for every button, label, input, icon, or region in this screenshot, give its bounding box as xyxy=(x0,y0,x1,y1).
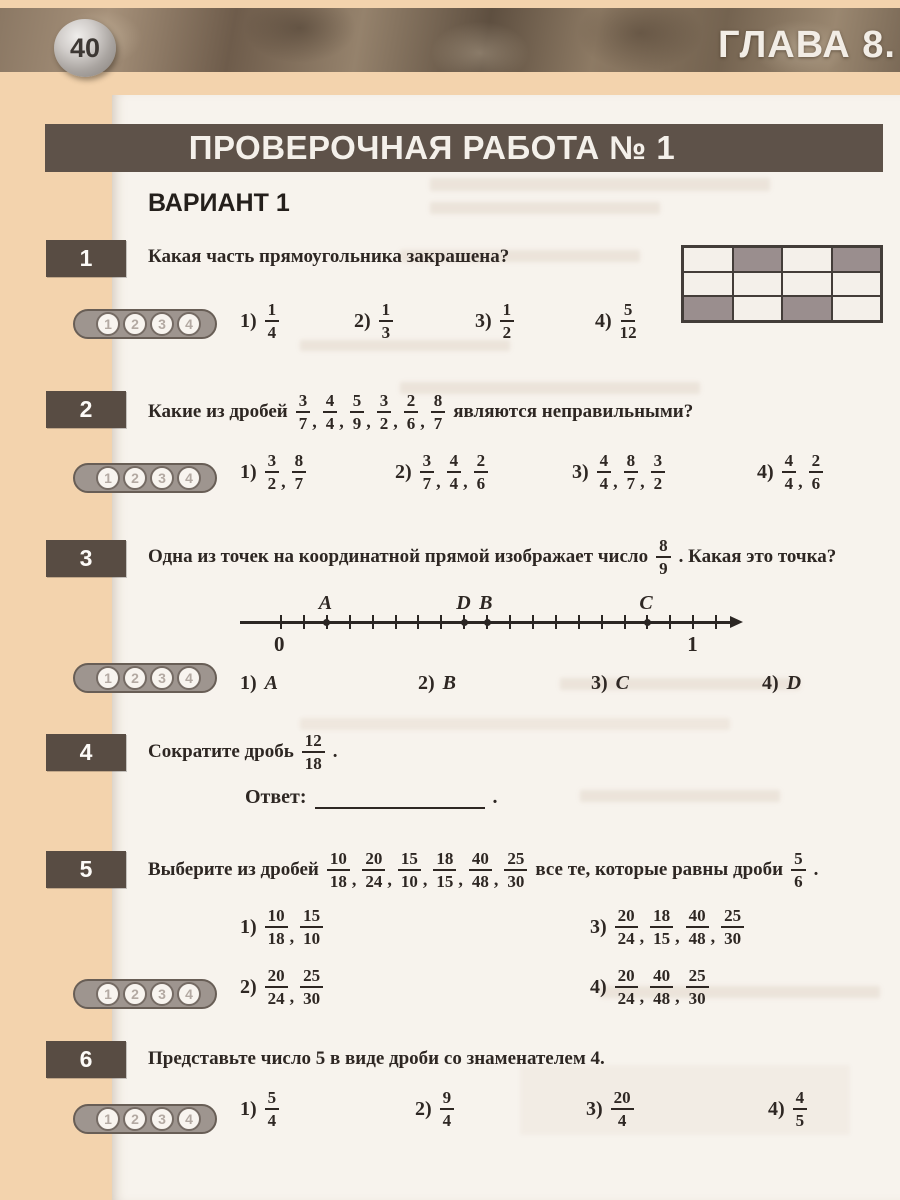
point-label: B xyxy=(479,592,493,614)
q3-option-1 xyxy=(240,672,278,695)
one-label: 1 xyxy=(687,632,698,656)
comma: , xyxy=(312,410,317,431)
grid-cell xyxy=(782,296,832,321)
point-dot xyxy=(644,619,651,626)
fraction: $\frac{12}{18}$ xyxy=(302,731,325,773)
comma: , xyxy=(393,410,398,431)
fraction-list xyxy=(265,906,324,948)
comma: , xyxy=(458,868,463,889)
point-letter: C xyxy=(615,672,630,694)
point-letter: D xyxy=(786,672,802,694)
tick-mark xyxy=(601,615,603,629)
fraction: $\frac{8}{7}$ xyxy=(431,391,446,433)
question-5-text xyxy=(148,849,818,891)
comma: , xyxy=(675,925,680,946)
q3-option-3 xyxy=(591,672,629,695)
tick-mark xyxy=(715,615,717,629)
answer-bubbles xyxy=(73,463,217,493)
bubble-option[interactable]: 1 xyxy=(96,982,120,1006)
page-number: 40 xyxy=(69,32,101,63)
fraction: $\frac{10}{18}$ xyxy=(327,849,350,891)
fraction: $\frac{8}{9}$ xyxy=(656,536,671,578)
option-label: 1) xyxy=(240,460,257,483)
question-text-part: Выберите из дробей xyxy=(148,859,319,881)
bubble-option[interactable]: 1 xyxy=(96,1107,120,1131)
fraction: $\frac{4}{5}$ xyxy=(793,1088,808,1130)
fraction-list xyxy=(615,906,745,948)
comma: , xyxy=(639,985,645,1006)
bubble-option[interactable]: 3 xyxy=(150,666,174,690)
fraction: $\frac{3}{7}$ xyxy=(296,391,311,433)
comma: , xyxy=(463,470,468,491)
answer-bubbles xyxy=(73,1104,217,1134)
fraction: $\frac{3}{2}$ xyxy=(651,451,666,493)
bleed-through xyxy=(300,718,730,730)
grid-cell xyxy=(782,247,832,272)
test-title-banner xyxy=(45,124,883,172)
option-label: 4) xyxy=(590,975,607,998)
fraction: $\frac{15}{10}$ xyxy=(398,849,421,891)
question-text-part: Сократите дробь xyxy=(148,741,294,763)
bubble-option[interactable]: 1 xyxy=(96,666,120,690)
point-label: C xyxy=(639,592,653,614)
fraction-list xyxy=(296,391,446,433)
question-3-number: 3 xyxy=(46,540,126,577)
q3-option-2 xyxy=(418,672,456,695)
variant-label: ВАРИАНТ 1 xyxy=(148,189,290,217)
fraction: $\frac{4}{4}$ xyxy=(597,451,612,493)
comma: , xyxy=(420,410,425,431)
fraction: $\frac{3}{2}$ xyxy=(377,391,392,433)
answer-blank[interactable] xyxy=(315,791,485,809)
tick-mark xyxy=(578,615,580,629)
question-text-part: Какие из дробей xyxy=(148,401,288,423)
fraction: $\frac{4}{4}$ xyxy=(782,451,797,493)
option-label: 2) xyxy=(418,672,435,694)
answer-bubbles xyxy=(73,979,217,1009)
fraction: $\frac{2}{6}$ xyxy=(474,451,489,493)
option-label: 1) xyxy=(240,672,257,694)
grid-cell xyxy=(832,247,882,272)
bubble-option[interactable]: 2 xyxy=(123,1107,147,1131)
fraction-list xyxy=(327,849,528,891)
comma: , xyxy=(289,985,295,1006)
option-label: 2) xyxy=(240,975,257,998)
bubble-option[interactable]: 4 xyxy=(177,466,201,490)
tick-mark xyxy=(280,615,282,629)
bubble-option[interactable]: 2 xyxy=(123,466,147,490)
option-label: 2) xyxy=(354,309,371,332)
q1-option-3 xyxy=(475,300,514,342)
fraction: $\frac{25}{30}$ xyxy=(300,966,323,1008)
fraction-list xyxy=(597,451,666,493)
fraction: $\frac{25}{30}$ xyxy=(721,906,744,948)
bubble-option[interactable]: 2 xyxy=(123,312,147,336)
fraction: $\frac{3}{7}$ xyxy=(420,451,435,493)
comma: , xyxy=(281,470,286,491)
answer-row xyxy=(245,786,498,809)
option-label: 2) xyxy=(415,1097,432,1120)
bubble-option[interactable]: 1 xyxy=(96,466,120,490)
zero-label: 0 xyxy=(274,632,285,656)
tick-mark xyxy=(372,615,374,629)
comma: , xyxy=(710,925,716,946)
q2-option-3 xyxy=(572,451,665,493)
option-label: 4) xyxy=(757,460,774,483)
q1-option-1 xyxy=(240,300,279,342)
comma: , xyxy=(493,868,499,889)
comma: , xyxy=(798,470,803,491)
tick-mark xyxy=(349,615,351,629)
answer-bubbles xyxy=(73,309,217,339)
question-text-part: все те, которые равны дроби xyxy=(535,859,784,881)
option-label: 4) xyxy=(595,309,612,332)
bubble-option[interactable]: 3 xyxy=(150,982,174,1006)
option-label: 3) xyxy=(475,309,492,332)
question-4-number: 4 xyxy=(46,734,126,771)
question-5-number: 5 xyxy=(46,851,126,888)
fraction: $\frac{1}{3}$ xyxy=(379,300,394,342)
fraction: $\frac{20}{4}$ xyxy=(611,1088,634,1130)
fraction-list xyxy=(265,451,307,493)
option-label: 4) xyxy=(762,672,779,694)
grid-cell xyxy=(683,247,733,272)
question-text-part: являются неправильными? xyxy=(453,401,694,423)
comma: , xyxy=(366,410,371,431)
fraction: $\frac{40}{48}$ xyxy=(686,906,709,948)
q1-option-4 xyxy=(595,300,637,342)
tick-mark xyxy=(532,615,534,629)
question-4-text xyxy=(148,731,338,773)
bleed-through xyxy=(430,202,660,214)
bleed-through xyxy=(580,790,780,802)
q5-option-4 xyxy=(590,966,709,1008)
point-label: D xyxy=(456,592,471,614)
q6-option-4 xyxy=(768,1088,807,1130)
fraction: $\frac{5}{6}$ xyxy=(791,849,806,891)
question-2-text xyxy=(148,391,693,433)
fraction: $\frac{5}{9}$ xyxy=(350,391,365,433)
tick-mark xyxy=(440,615,442,629)
fraction: $\frac{1}{4}$ xyxy=(265,300,280,342)
tick-mark xyxy=(509,615,511,629)
bubble-option[interactable]: 2 xyxy=(123,982,147,1006)
tick-mark xyxy=(395,615,397,629)
fraction: $\frac{25}{30}$ xyxy=(504,849,527,891)
chapter-label: ГЛАВА 8. xyxy=(718,24,896,66)
test-title: ПРОВЕРОЧНАЯ РАБОТА № 1 xyxy=(188,129,676,166)
fraction-list xyxy=(420,451,489,493)
question-6-number: 6 xyxy=(46,1041,126,1078)
bubble-option[interactable]: 4 xyxy=(177,982,201,1006)
shaded-grid xyxy=(681,245,883,323)
bubble-option[interactable]: 3 xyxy=(150,312,174,336)
fraction: $\frac{2}{6}$ xyxy=(809,451,824,493)
tick-mark xyxy=(555,615,557,629)
fraction: $\frac{40}{48}$ xyxy=(650,966,673,1008)
bleed-through xyxy=(430,178,770,191)
tick-mark xyxy=(624,615,626,629)
fraction: $\frac{4}{4}$ xyxy=(447,451,462,493)
q6-option-3 xyxy=(586,1088,634,1130)
answer-suffix: . xyxy=(492,786,498,808)
question-text-part: . xyxy=(332,741,338,763)
option-label: 4) xyxy=(768,1097,785,1120)
q2-option-1 xyxy=(240,451,306,493)
option-label: 3) xyxy=(590,915,607,938)
point-dot xyxy=(323,619,330,626)
grid-cell xyxy=(683,296,733,321)
answer-bubbles xyxy=(73,663,217,693)
comma: , xyxy=(422,868,428,889)
fraction: $\frac{18}{15}$ xyxy=(650,906,673,948)
point-letter: A xyxy=(264,672,279,694)
tick-mark xyxy=(303,615,305,629)
question-text-part: Одна из точек на координатной прямой изображает число xyxy=(148,546,649,568)
fraction: $\frac{18}{15}$ xyxy=(433,849,456,891)
tick-mark xyxy=(417,615,419,629)
fraction: $\frac{8}{7}$ xyxy=(292,451,307,493)
q2-option-2 xyxy=(395,451,488,493)
grid-cell xyxy=(832,272,882,297)
fraction: $\frac{15}{10}$ xyxy=(300,906,323,948)
option-label: 1) xyxy=(240,309,257,332)
point-dot xyxy=(461,619,468,626)
answer-label: Ответ: xyxy=(245,786,307,808)
fraction: $\frac{20}{24}$ xyxy=(615,966,638,1008)
q6-option-2 xyxy=(415,1088,454,1130)
question-2-number: 2 xyxy=(46,391,126,428)
question-6-text: Представьте число 5 в виде дроби со знаменателем 4. xyxy=(148,1048,605,1069)
point-dot xyxy=(484,619,491,626)
bubble-option[interactable]: 4 xyxy=(177,666,201,690)
number-line xyxy=(240,592,745,662)
bubble-option[interactable]: 3 xyxy=(150,466,174,490)
fraction-list xyxy=(782,451,824,493)
option-label: 2) xyxy=(395,460,412,483)
option-label: 3) xyxy=(586,1097,603,1120)
option-label: 1) xyxy=(240,1097,257,1120)
fraction: $\frac{3}{2}$ xyxy=(265,451,280,493)
tick-mark xyxy=(692,615,694,629)
comma: , xyxy=(339,410,344,431)
fraction: $\frac{9}{4}$ xyxy=(440,1088,455,1130)
option-label: 3) xyxy=(572,460,589,483)
fraction: $\frac{5}{12}$ xyxy=(619,300,637,342)
point-label: A xyxy=(318,592,333,614)
comma: , xyxy=(289,925,295,946)
question-3-text xyxy=(148,536,836,578)
comma: , xyxy=(613,470,618,491)
fraction: $\frac{10}{18}$ xyxy=(265,906,288,948)
grid-cell xyxy=(782,272,832,297)
grid-cell xyxy=(683,272,733,297)
fraction-list xyxy=(615,966,709,1008)
option-label: 1) xyxy=(240,915,257,938)
comma: , xyxy=(387,868,392,889)
bubble-option[interactable]: 4 xyxy=(177,1107,201,1131)
question-text-part: . Какая это точка? xyxy=(678,546,837,568)
question-text-part: . xyxy=(813,859,819,881)
comma: , xyxy=(639,925,645,946)
fraction: $\frac{8}{7}$ xyxy=(624,451,639,493)
fraction: $\frac{25}{30}$ xyxy=(686,966,709,1008)
bubble-option[interactable]: 3 xyxy=(150,1107,174,1131)
q3-option-4 xyxy=(762,672,801,695)
fraction: $\frac{40}{48}$ xyxy=(469,849,492,891)
question-1-number: 1 xyxy=(46,240,126,277)
q5-option-3 xyxy=(590,906,744,948)
q2-option-4 xyxy=(757,451,823,493)
comma: , xyxy=(640,470,645,491)
q6-option-1 xyxy=(240,1088,279,1130)
bubble-option[interactable]: 1 xyxy=(96,312,120,336)
comma: , xyxy=(436,470,441,491)
fraction: $\frac{1}{2}$ xyxy=(500,300,515,342)
header-banner xyxy=(0,8,900,72)
comma: , xyxy=(675,985,680,1006)
bubble-option[interactable]: 4 xyxy=(177,312,201,336)
q1-option-2 xyxy=(354,300,393,342)
fraction: $\frac{20}{24}$ xyxy=(362,849,385,891)
bubble-option[interactable]: 2 xyxy=(123,666,147,690)
grid-cell xyxy=(733,272,783,297)
fraction: $\frac{20}{24}$ xyxy=(615,906,638,948)
page-number-badge xyxy=(54,19,116,77)
grid-cell xyxy=(733,247,783,272)
comma: , xyxy=(351,868,357,889)
tick-mark xyxy=(669,615,671,629)
number-line-arrow xyxy=(730,616,743,628)
q5-option-1 xyxy=(240,906,323,948)
fraction: $\frac{4}{4}$ xyxy=(323,391,338,433)
option-label: 3) xyxy=(591,672,608,694)
grid-cell xyxy=(832,296,882,321)
fraction-list xyxy=(265,966,324,1008)
point-letter: B xyxy=(442,672,457,694)
fraction: $\frac{5}{4}$ xyxy=(265,1088,280,1130)
fraction: $\frac{2}{6}$ xyxy=(404,391,419,433)
fraction: $\frac{20}{24}$ xyxy=(265,966,288,1008)
q5-option-2 xyxy=(240,966,323,1008)
grid-cell xyxy=(733,296,783,321)
question-1-text: Какая часть прямоугольника закрашена? xyxy=(148,246,510,267)
